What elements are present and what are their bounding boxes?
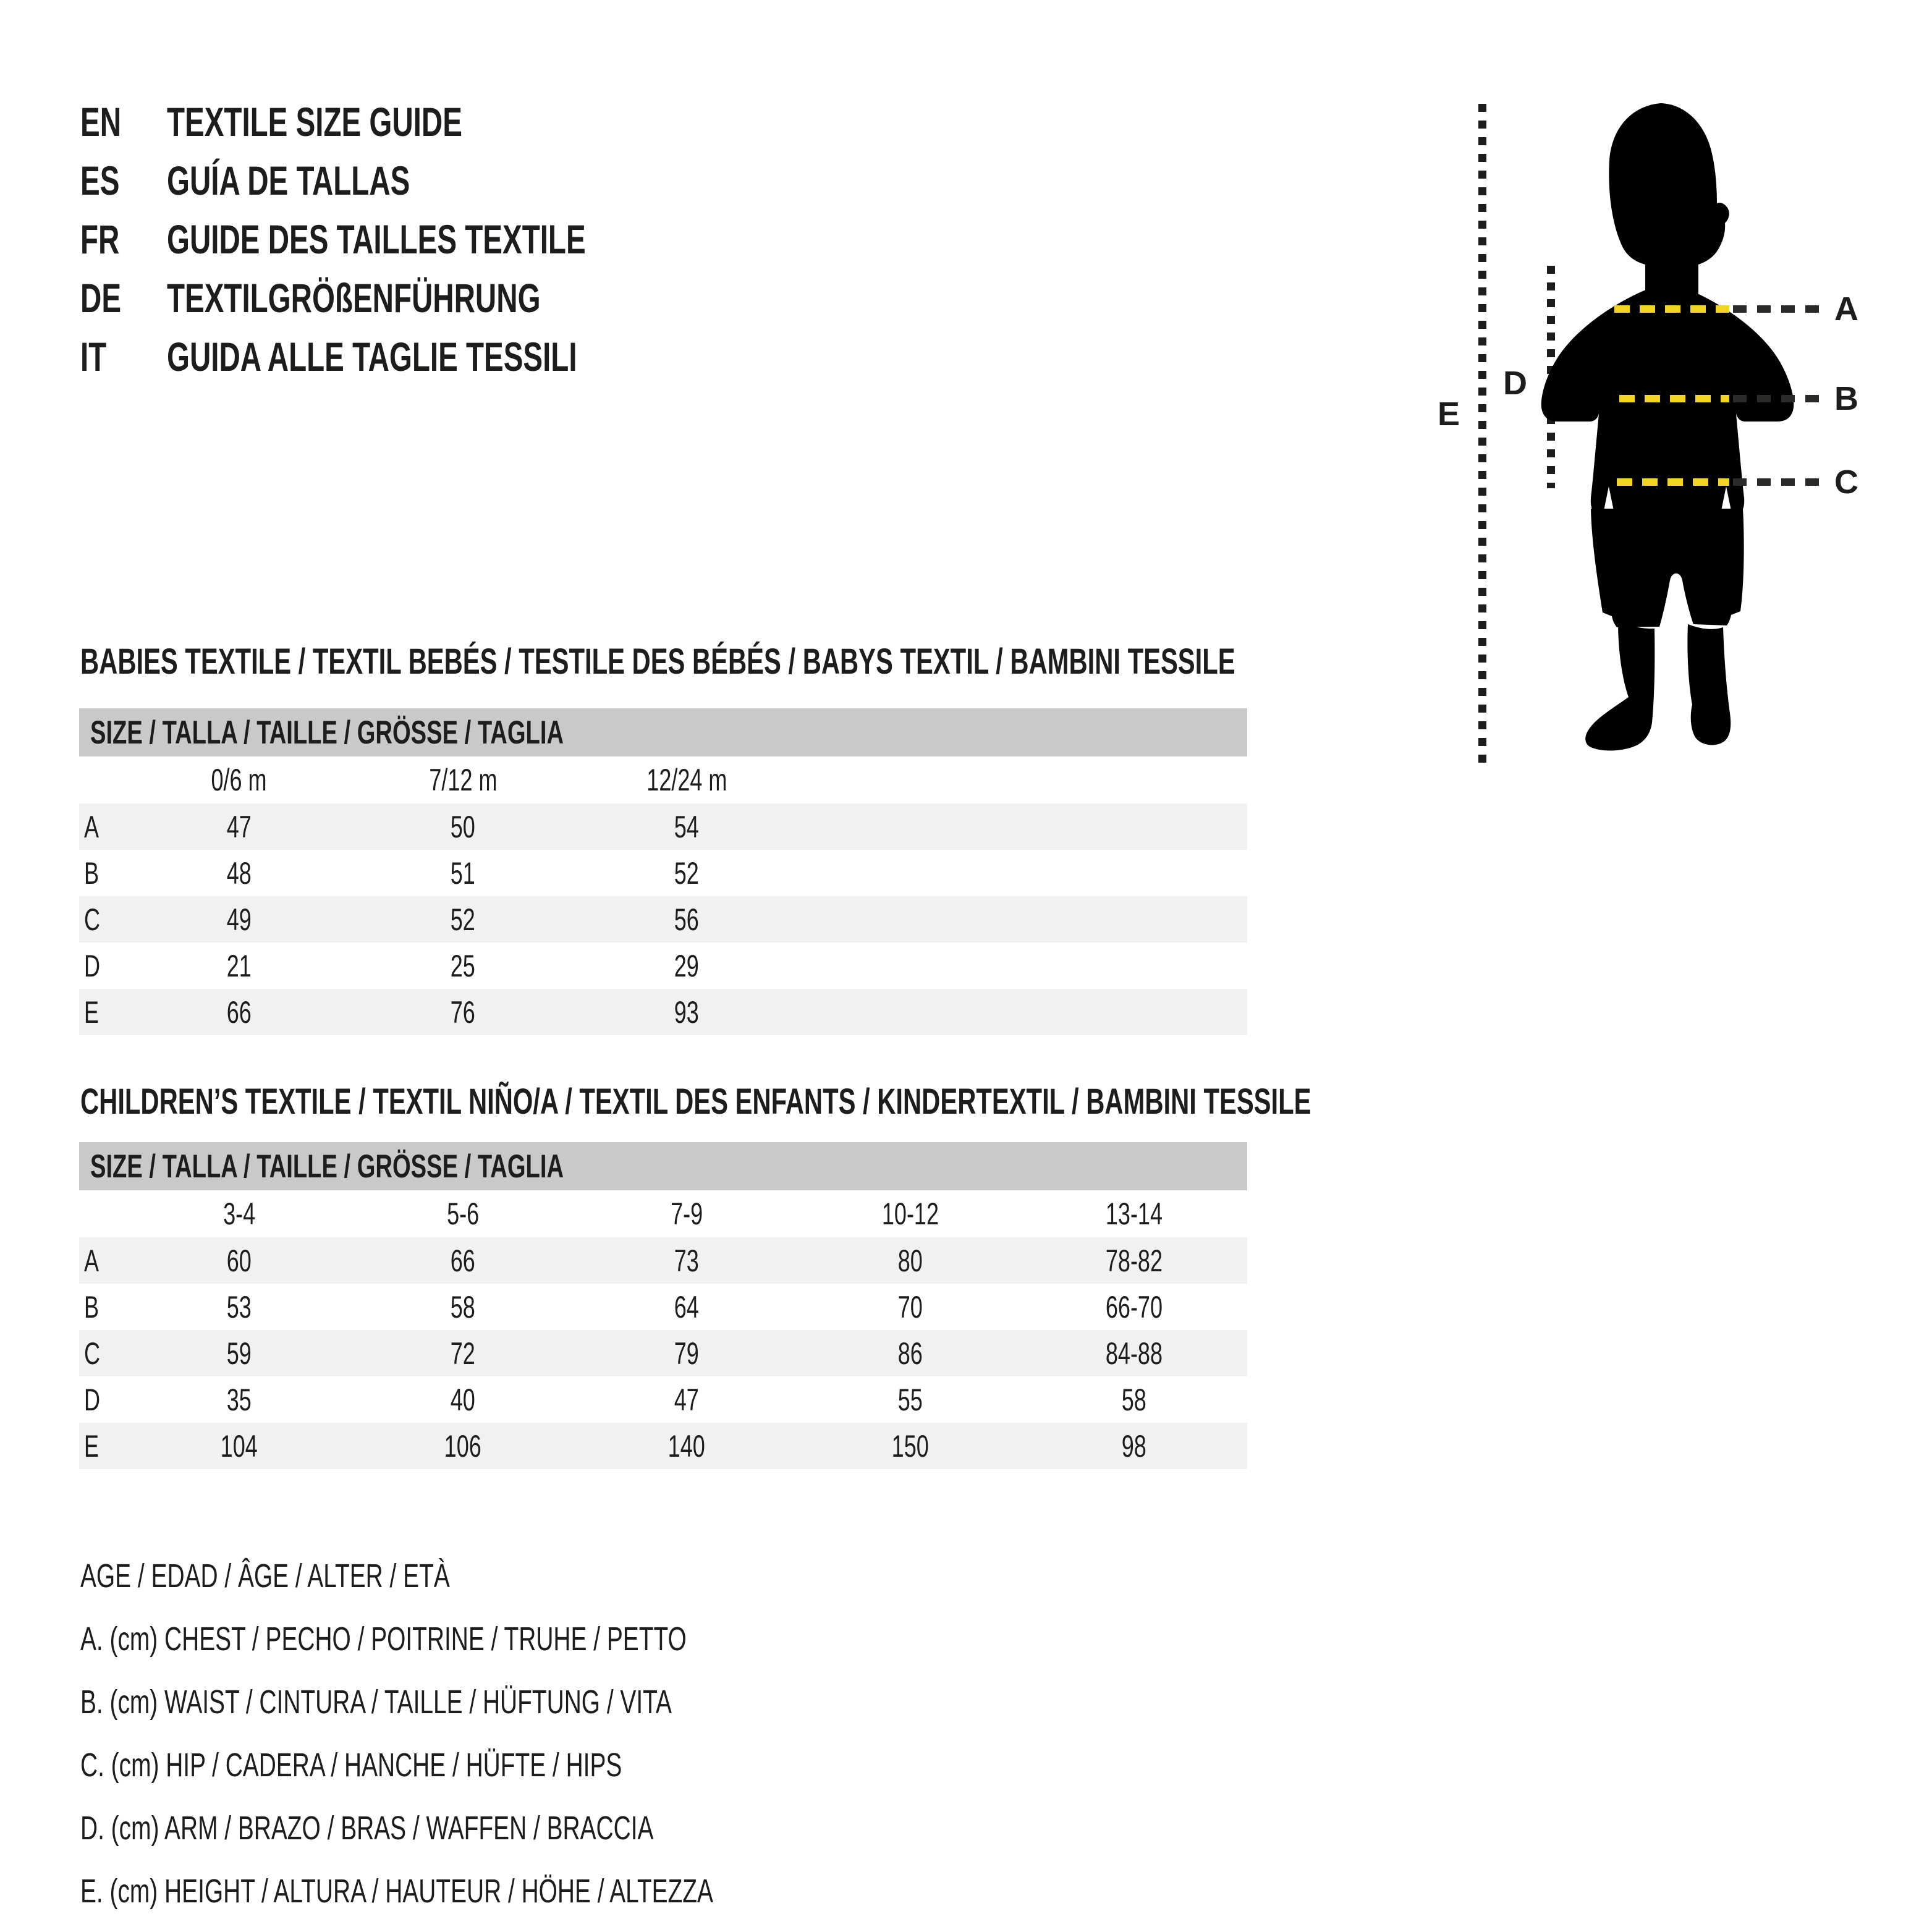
lang-code-cell	[80, 274, 167, 322]
babies-size-table	[79, 708, 1247, 1035]
lang-row-de	[80, 274, 748, 333]
column-header: 0/6 m	[211, 763, 268, 797]
chest-black-dash	[1733, 305, 1821, 313]
column-header: 5-6	[446, 1197, 480, 1231]
legend-chest: A. (cm) CHEST / PECHO / POITRINE / TRUHE / PETTO	[80, 1621, 687, 1658]
lang-row-en	[80, 98, 748, 156]
language-title-block	[80, 98, 748, 391]
row-label: B	[84, 855, 100, 891]
table-cell: 80	[897, 1243, 923, 1278]
row-label: E	[84, 1428, 100, 1464]
table-cell: 53	[226, 1289, 252, 1324]
legend-arm: D. (cm) ARM / BRAZO / BRAS / WAFFEN / BRACCIA	[80, 1810, 654, 1847]
lang-title-fr: GUIDE DES TAILLES TEXTILE	[167, 216, 586, 262]
lang-code-cell	[80, 156, 167, 205]
table-cell: 25	[450, 948, 476, 983]
table-cell: 140	[667, 1428, 706, 1464]
table-cell: 60	[226, 1243, 252, 1278]
table-cell: 52	[674, 855, 700, 891]
table-cell: 29	[674, 948, 700, 983]
table-cell: 150	[891, 1428, 930, 1464]
table-row	[79, 1376, 1247, 1423]
hip-yellow-dash	[1617, 478, 1729, 486]
table-row	[79, 1423, 1247, 1469]
row-label: E	[84, 994, 100, 1030]
table-cell: 104	[220, 1428, 258, 1464]
lang-row-fr	[80, 215, 748, 274]
hip-black-dash	[1733, 478, 1821, 486]
row-label: B	[84, 1289, 100, 1324]
table-cell: 93	[674, 994, 700, 1030]
row-label: A	[84, 809, 100, 844]
table-row	[79, 850, 1247, 896]
table-row	[79, 1284, 1247, 1330]
table-cell: 48	[226, 855, 252, 891]
lang-code-cell	[80, 98, 167, 146]
table-cell: 64	[674, 1289, 700, 1324]
waist-yellow-dash	[1619, 395, 1729, 402]
table-cell: 78-82	[1105, 1243, 1163, 1278]
table-row	[79, 803, 1247, 850]
table-cell: 106	[444, 1428, 482, 1464]
column-header: 7/12 m	[428, 763, 498, 797]
children-size-table	[79, 1142, 1247, 1469]
lang-code-en: EN	[80, 99, 122, 145]
legend-waist: B. (cm) WAIST / CINTURA / TAILLE / HÜFTUNG / VITA	[80, 1684, 672, 1721]
table-cell: 35	[226, 1382, 252, 1417]
babies-section-title: BABIES TEXTILE / TEXTIL BEBÉS / TESTILE DES BÉBÉS / BABYS TEXTIL / BAMBINI TESSILE	[80, 642, 1235, 682]
lang-title-de: TEXTILGRÖßENFÜHRUNG	[167, 275, 541, 321]
table-row	[79, 896, 1247, 943]
lang-code-fr: FR	[80, 216, 120, 262]
table-row	[79, 1237, 1247, 1284]
children-table-header-band: SIZE / TALLA / TAILLE / GRÖSSE / TAGLIA	[79, 1142, 1247, 1190]
row-label: D	[84, 1382, 100, 1417]
legend-age: AGE / EDAD / ÂGE / ALTER / ETÀ	[80, 1557, 450, 1595]
column-header: 7-9	[670, 1197, 703, 1231]
lang-row-es	[80, 156, 748, 215]
lang-title-it: GUIDA ALLE TAGLIE TESSILI	[167, 334, 577, 379]
legend-hip: C. (cm) HIP / CADERA / HANCHE / HÜFTE / HIPS	[80, 1747, 622, 1784]
measure-label-c: C	[1834, 464, 1858, 501]
table-row	[79, 943, 1247, 989]
column-header: 10-12	[881, 1197, 939, 1231]
table-cell: 73	[674, 1243, 700, 1278]
column-header: 13-14	[1105, 1197, 1163, 1231]
table-cell: 66	[450, 1243, 476, 1278]
table-row	[79, 989, 1247, 1035]
measure-label-e: E	[1438, 396, 1460, 433]
table-cell: 72	[450, 1336, 476, 1371]
row-label: A	[84, 1243, 100, 1278]
babies-column-header-row	[79, 756, 1247, 803]
table-cell: 84-88	[1105, 1336, 1163, 1371]
table-cell: 55	[897, 1382, 923, 1417]
row-label: C	[84, 902, 100, 937]
lang-code-cell	[80, 333, 167, 381]
measurement-figure	[1434, 99, 1928, 791]
table-cell: 98	[1121, 1428, 1147, 1464]
table-cell: 40	[450, 1382, 476, 1417]
table-cell: 21	[226, 948, 252, 983]
lang-code-es: ES	[80, 158, 120, 203]
lang-code-de: DE	[80, 275, 122, 321]
table-cell: 49	[226, 902, 252, 937]
table-row	[79, 1330, 1247, 1376]
table-cell: 51	[450, 855, 476, 891]
table-cell: 58	[450, 1289, 476, 1324]
column-header: 12/24 m	[646, 763, 727, 797]
table-cell: 54	[674, 809, 700, 844]
row-label: C	[84, 1336, 100, 1371]
lang-title-es: GUÍA DE TALLAS	[167, 158, 410, 203]
children-section-title: CHILDREN’S TEXTILE / TEXTIL NIÑO/A / TEXTIL DES ENFANTS / KINDERTEXTIL / BAMBINI TESSILE	[80, 1082, 1311, 1122]
measure-label-a: A	[1834, 290, 1858, 328]
column-header: 3-4	[222, 1197, 256, 1231]
table-cell: 47	[226, 809, 252, 844]
table-cell: 58	[1121, 1382, 1147, 1417]
waist-black-dash	[1733, 395, 1821, 402]
table-cell: 59	[226, 1336, 252, 1371]
children-column-header-row	[79, 1190, 1247, 1237]
babies-table-header-band: SIZE / TALLA / TAILLE / GRÖSSE / TAGLIA	[79, 708, 1247, 756]
lang-code-it: IT	[80, 334, 107, 379]
table-cell: 56	[674, 902, 700, 937]
table-cell: 79	[674, 1336, 700, 1371]
lang-code-cell	[80, 215, 167, 263]
lang-row-it	[80, 333, 748, 391]
row-label: D	[84, 948, 100, 983]
table-cell: 66-70	[1105, 1289, 1163, 1324]
table-cell: 66	[226, 994, 252, 1030]
table-cell: 86	[897, 1336, 923, 1371]
table-cell: 47	[674, 1382, 700, 1417]
measure-label-d: D	[1503, 365, 1527, 402]
measure-label-b: B	[1834, 380, 1858, 417]
legend-height: E. (cm) HEIGHT / ALTURA / HAUTEUR / HÖHE / ALTEZZA	[80, 1873, 713, 1910]
chest-yellow-dash	[1614, 305, 1729, 313]
table-cell: 76	[450, 994, 476, 1030]
lang-title-en: TEXTILE SIZE GUIDE	[167, 99, 462, 145]
table-cell: 52	[450, 902, 476, 937]
table-cell: 50	[450, 809, 476, 844]
table-cell: 70	[897, 1289, 923, 1324]
